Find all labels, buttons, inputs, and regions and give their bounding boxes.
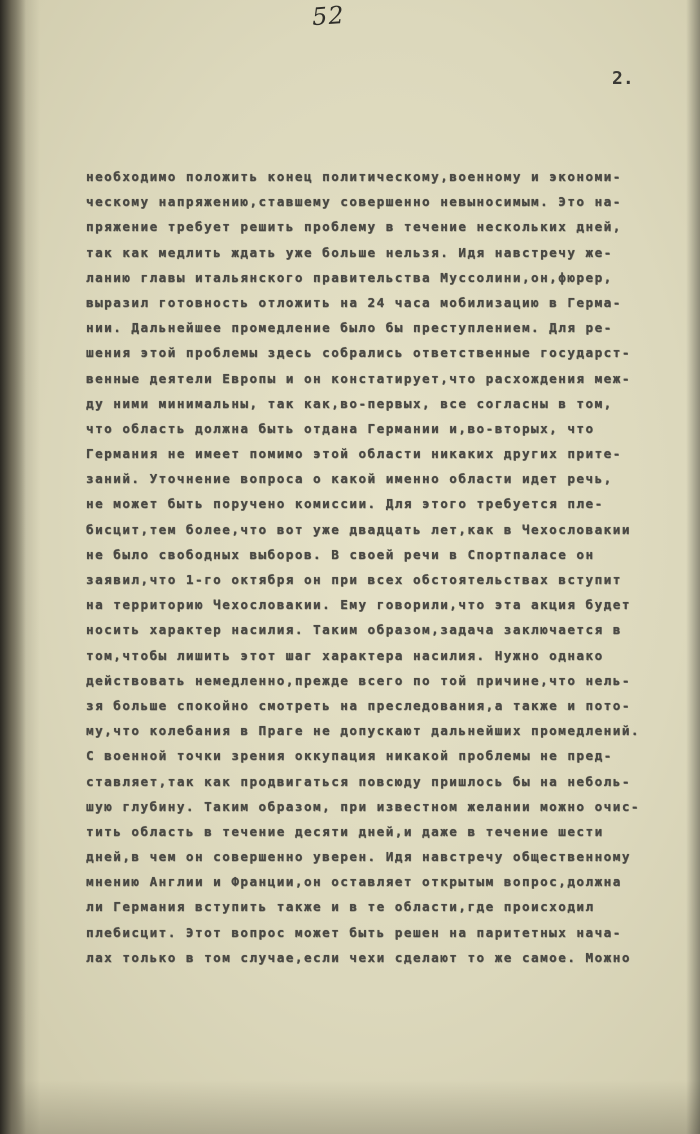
text-line: ду ними минимальны, так как,во-первых, все согласны в том, xyxy=(86,395,613,411)
text-line: зя больше спокойно смотреть на преследования,а также и пото- xyxy=(86,697,631,713)
text-line: не может быть поручено комиссии. Для этого требуется пле- xyxy=(86,496,604,512)
text-line: С военной точки зрения оккупация никакой проблемы не пред- xyxy=(86,748,613,764)
text-line: не было свободных выборов. В своей речи в Спортпаласе он xyxy=(86,546,595,562)
text-line: му,что колебания в Праге не допускают дальнейших промедлений. xyxy=(86,723,641,739)
text-line: шую глубину. Таким образом, при известном желании можно очис- xyxy=(86,798,641,814)
text-line: том,чтобы лишить этот шаг характера насилия. Нужно однако xyxy=(86,647,604,663)
text-line: шения этой проблемы здесь собрались ответственные государст- xyxy=(86,345,631,361)
text-line: так как медлить ждать уже больше нельзя. Идя навстречу же- xyxy=(86,244,613,260)
text-line: ставляет,так как продвигаться повсюду пришлось бы на неболь- xyxy=(86,773,631,789)
text-line: ланию главы итальянского правительства Муссолини,он,фюрер, xyxy=(86,269,613,285)
text-line: на территорию Чехословакии. Ему говорили,что эта акция будет xyxy=(86,597,631,613)
text-line: заний. Уточнение вопроса о какой именно области идет речь, xyxy=(86,471,613,487)
text-line: мнению Англии и Франции,он оставляет открытым вопрос,должна xyxy=(86,874,622,890)
text-line: тить область в течение десяти дней,и даже в течение шести xyxy=(86,823,604,839)
text-line: что область должна быть отдана Германии и,во-вторых, что xyxy=(86,420,595,436)
text-line: выразил готовность отложить на 24 часа мобилизацию в Герма- xyxy=(86,294,622,310)
text-line: необходимо положить конец политическому,военному и экономи- xyxy=(86,169,622,184)
text-line: бисцит,тем более,что вот уже двадцать лет,как в Чехословакии xyxy=(86,521,631,537)
text-line: заявил,что 1-го октября он при всех обстоятельствах вступит xyxy=(86,572,622,587)
text-line: Германия не имеет помимо этой области никаких других прите- xyxy=(86,446,622,462)
text-line: венные деятели Европы и он констатирует,что расхождения меж- xyxy=(86,370,631,386)
page-number: 2. xyxy=(612,68,634,89)
text-line: пряжение требует решить проблему в течение нескольких дней, xyxy=(86,219,622,235)
binding-shadow xyxy=(0,0,26,1134)
text-line: носить характер насилия. Таким образом,задача заключается в xyxy=(86,622,622,638)
text-line: действовать немедленно,прежде всего по той причине,что нель- xyxy=(86,672,631,688)
text-line: лах только в том случае,если чехи сделают то же самое. Можно xyxy=(86,949,631,965)
text-line: нии. Дальнейшее промедление было бы преступлением. Для ре- xyxy=(86,320,613,336)
text-line: плебисцит. Этот вопрос может быть решен на паритетных нача- xyxy=(86,924,622,940)
text-line: ли Германия вступить также и в те области,где происходил xyxy=(86,899,595,915)
typescript-body xyxy=(86,164,686,970)
text-line: ческому напряжению,ставшему совершенно невыносимым. Это на- xyxy=(86,194,622,210)
text-line: дней,в чем он совершенно уверен. Идя навстречу общественному xyxy=(86,849,631,865)
handwritten-folio-number: 52 xyxy=(311,0,346,32)
